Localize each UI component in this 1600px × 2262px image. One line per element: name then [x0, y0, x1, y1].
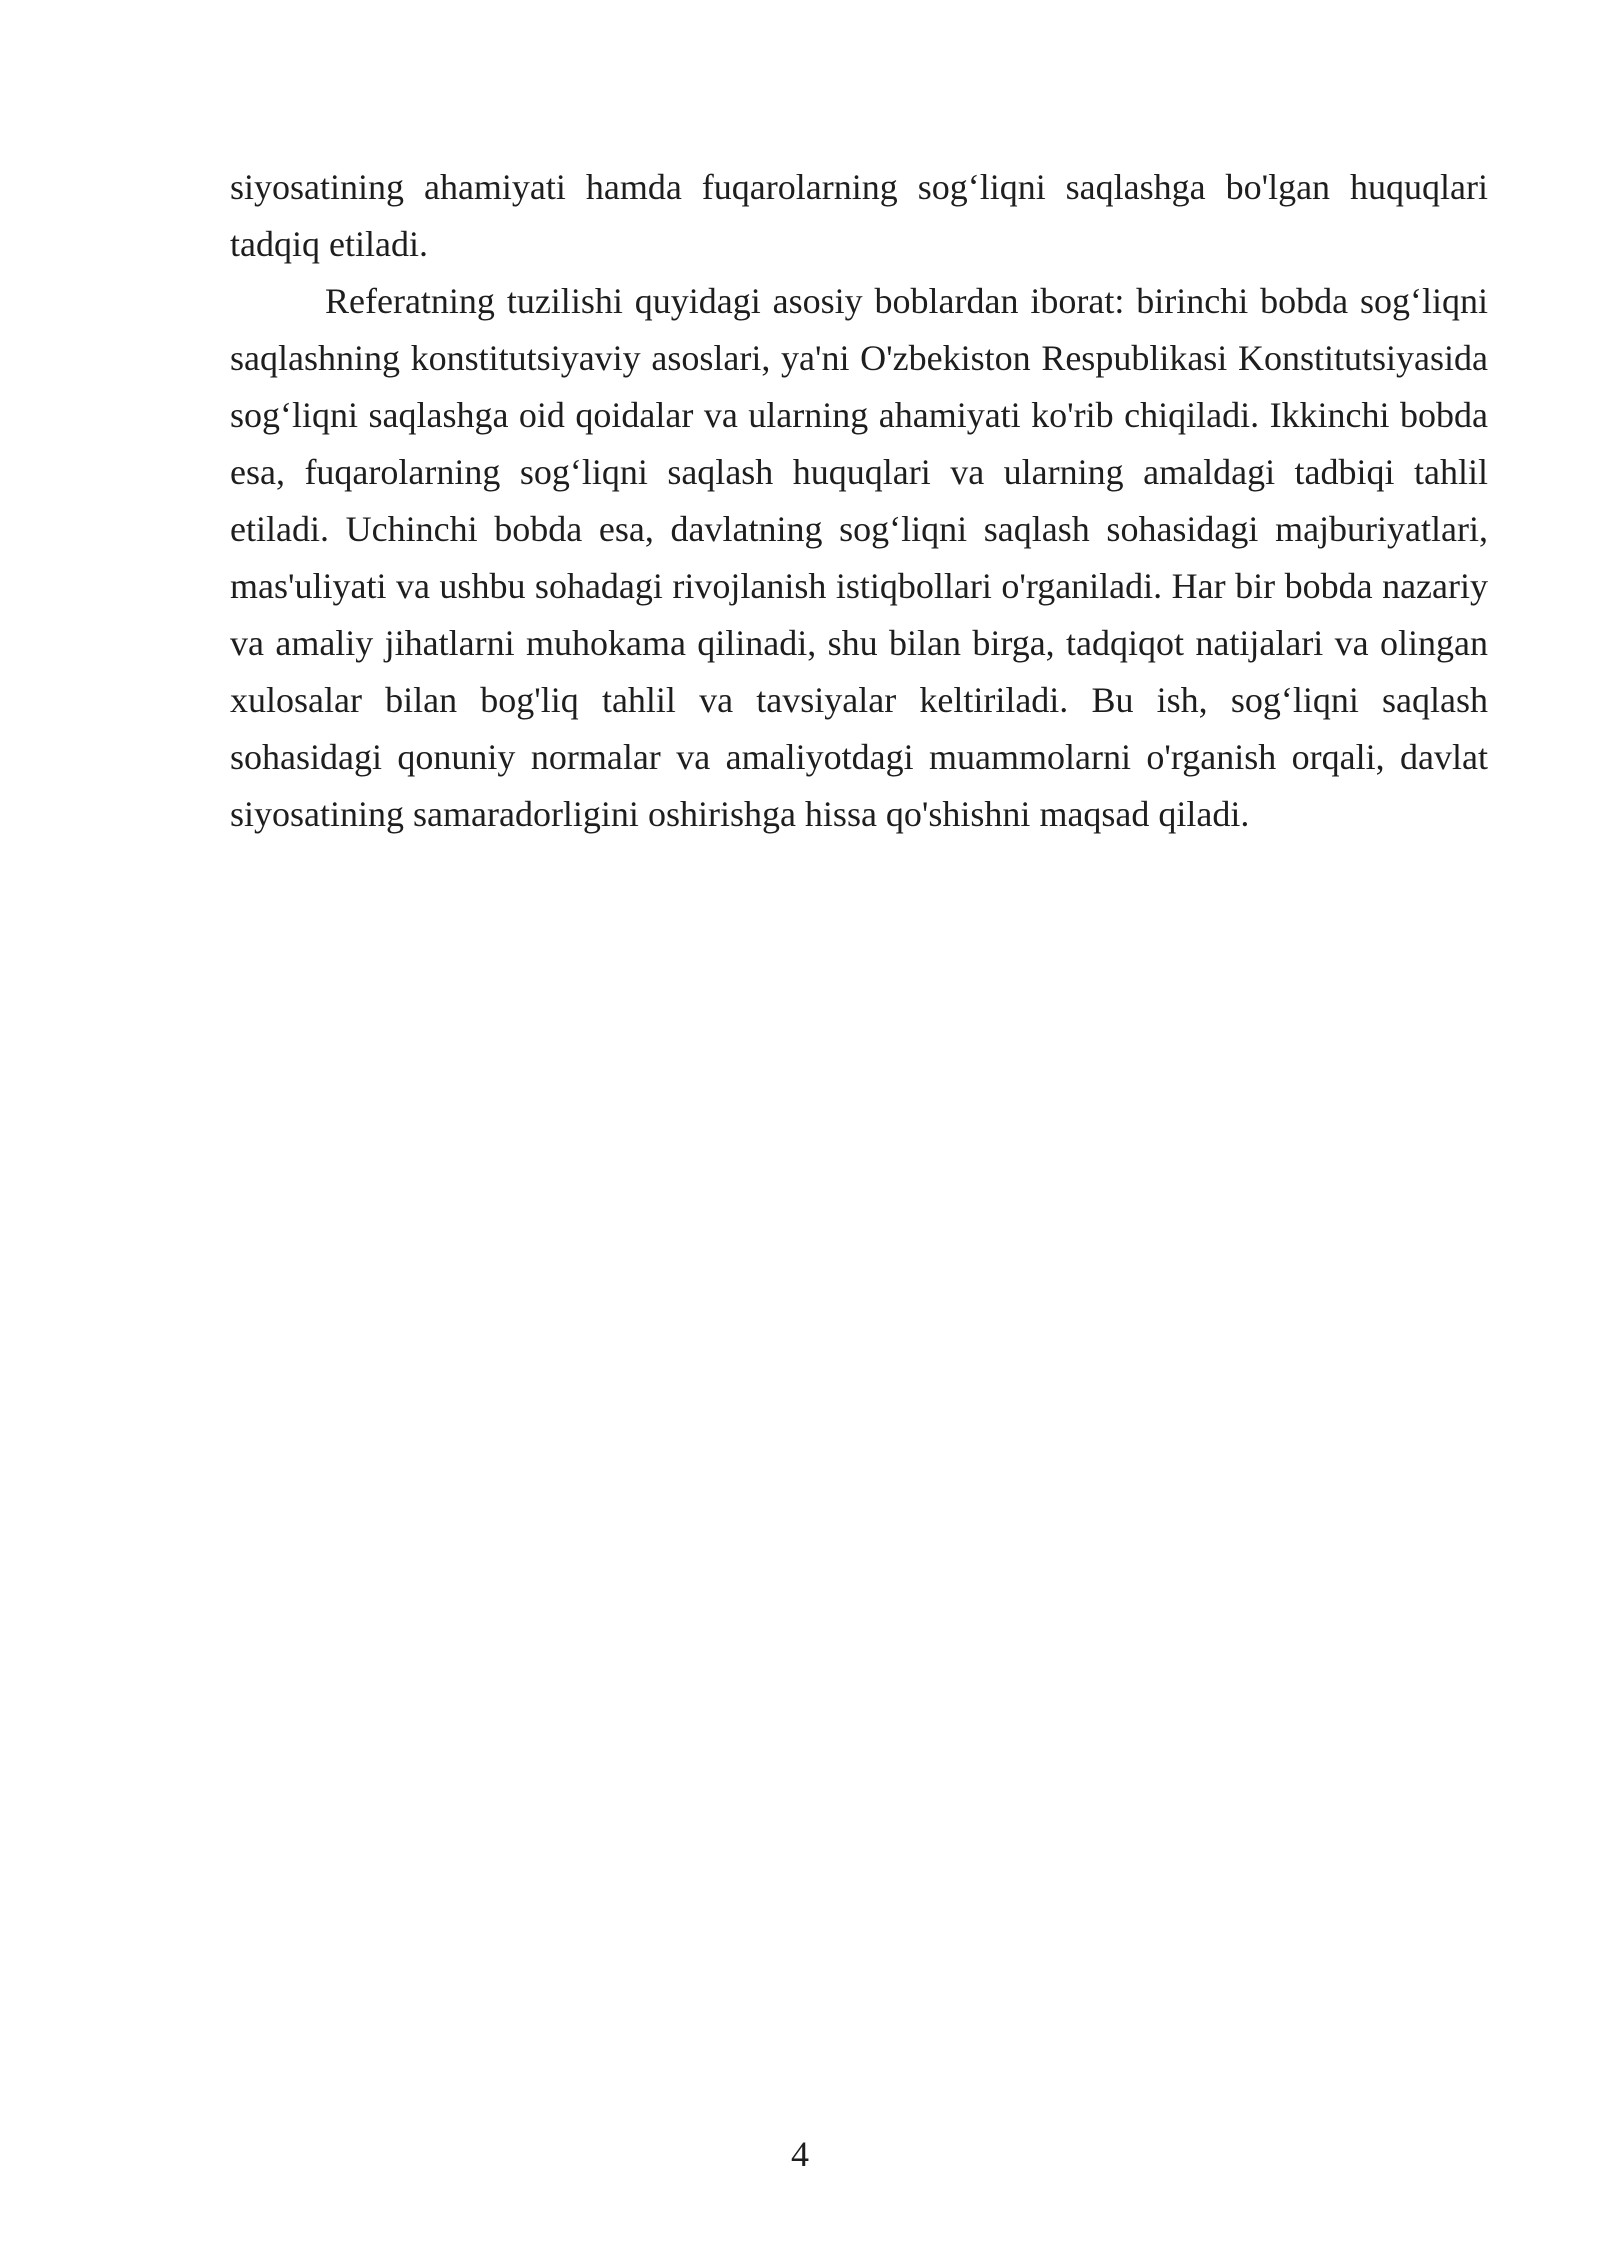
page-number: 4	[791, 2134, 809, 2174]
body-text	[230, 159, 1488, 843]
paragraph-continuation: siyosatining ahamiyati hamda fuqarolarning sog‘liqni saqlashga bo'lgan huquqlari tadqiq etiladi.	[230, 167, 1488, 264]
paragraph-structure: Referatning tuzilishi quyidagi asosiy boblardan iborat: birinchi bobda sog‘liqni saqlashning konstitutsiyaviy asoslari, ya'ni O'zbekiston Respublikasi Konstitutsiyasida sog‘liqni saqlashga oid qoidalar va ularning ahamiyati ko'rib chiqiladi. Ikkinchi bobda esa, fuqarolarning sog‘liqni saqlash huquqlari va ularning amaldagi tadbiqi tahlil etiladi. Uchinchi bobda esa, davlatning sog‘liqni saqlash sohasidagi majburiyatlari, mas'uliyati va ushbu sohadagi rivojlanish istiqbollari o'rganiladi. Har bir bobda nazariy va amaliy jihatlarni muhokama qilinadi, shu bilan birga, tadqiqot natijalari va olingan xulosalar bilan bog'liq tahlil va tavsiyalar keltiriladi. Bu ish, sog‘liqni saqlash sohasidagi qonuniy normalar va amaliyotdagi muammolarni o'rganish orqali, davlat siyosatining samaradorligini oshirishga hissa qo'shishni maqsad qiladi.	[230, 281, 1488, 834]
